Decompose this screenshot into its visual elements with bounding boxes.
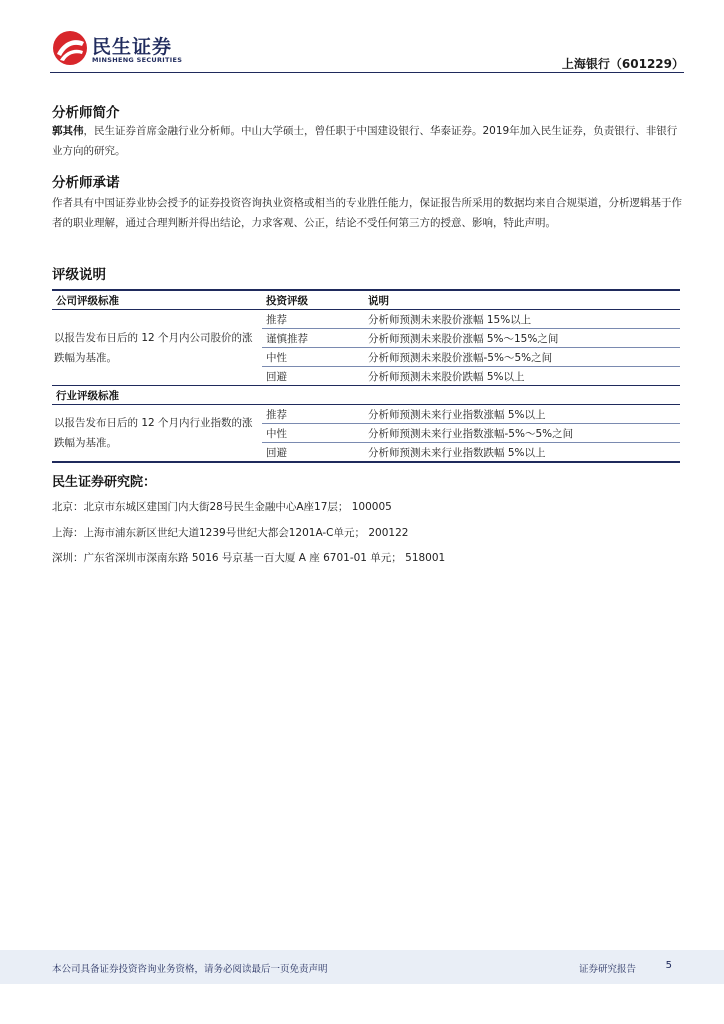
logo-english-text: MINSHENG SECURITIES — [92, 56, 183, 64]
institute-heading: 民生证券研究院： — [52, 475, 157, 490]
address-shanghai: 上海：上海市浦东新区世纪大道1239号世纪大都会1201A-C单元； 200122 — [52, 527, 409, 539]
rating-description: 分析师预测未来行业指数跌幅 5%以上 — [364, 443, 680, 463]
company-basis-cell: 以报告发布日后的 12 个月内公司股价的涨跌幅为基准。 — [52, 310, 262, 386]
header-divider — [50, 72, 684, 73]
report-stock-title: 上海银行（601229） — [561, 57, 684, 71]
table-row — [52, 310, 680, 329]
investment-rating-header: 投资评级 — [262, 290, 364, 310]
rating-description: 分析师预测未来股价涨幅 5%～15%之间 — [364, 329, 680, 348]
rating-level: 谨慎推荐 — [262, 329, 364, 348]
footer-disclaimer: 本公司具备证券投资咨询业务资格，请务必阅读最后一页免责声明 — [52, 964, 328, 975]
page-footer — [0, 950, 724, 984]
rating-table — [52, 289, 680, 463]
description-header: 说明 — [364, 290, 680, 310]
rating-description: 分析师预测未来行业指数涨幅-5%～5%之间 — [364, 424, 680, 443]
table-row — [52, 405, 680, 424]
analyst-commitment-text: 作者具有中国证券业协会授予的证券投资咨询执业资格或相当的专业胜任能力，保证报告所采用的数据均来自合规渠道，分析逻辑基于作者的职业理解，通过合理判断并得出结论，力求客观、公正，结论不受任何第三方的授意、影响，特此声明。 — [52, 197, 682, 229]
page-number: 5 — [665, 960, 672, 971]
industry-basis-cell: 以报告发布日后的 12 个月内行业指数的涨跌幅为基准。 — [52, 405, 262, 463]
industry-standard-header: 行业评级标准 — [52, 386, 262, 405]
rating-description: 分析师预测未来行业指数涨幅 5%以上 — [364, 405, 680, 424]
minsheng-logo-icon — [52, 30, 88, 66]
rating-heading: 评级说明 — [52, 267, 106, 283]
address-beijing: 北京：北京市东城区建国门内大街28号民生金融中心A座17层； 100005 — [52, 501, 392, 513]
rating-level: 回避 — [262, 443, 364, 463]
rating-level: 回避 — [262, 367, 364, 386]
industry-header-row — [52, 386, 680, 405]
address-shenzhen: 深圳：广东省深圳市深南东路 5016 号京基一百大厦 A 座 6701-01 单元； 518001 — [52, 552, 446, 564]
footer-doc-type: 证券研究报告 — [578, 964, 636, 975]
analyst-commitment-heading: 分析师承诺 — [52, 175, 120, 191]
rating-level: 推荐 — [262, 405, 364, 424]
empty-header-cell — [262, 386, 364, 405]
rating-description: 分析师预测未来股价涨幅 15%以上 — [364, 310, 680, 329]
table-header-row — [52, 290, 680, 310]
analyst-intro-heading: 分析师简介 — [52, 105, 120, 121]
rating-level: 中性 — [262, 348, 364, 367]
rating-description: 分析师预测未来股价跌幅 5%以上 — [364, 367, 680, 386]
rating-level: 中性 — [262, 424, 364, 443]
analyst-bio — [52, 121, 682, 161]
analyst-bio-text: ，民生证券首席金融行业分析师。中山大学硕士，曾任职于中国建设银行、华泰证券。2019年加入民生证券，负责银行、非银行业方向的研究。 — [52, 125, 678, 157]
empty-header-cell — [364, 386, 680, 405]
analyst-name: 郭其伟 — [52, 125, 84, 137]
minsheng-logo — [52, 30, 192, 70]
page-header — [0, 0, 724, 80]
company-standard-header: 公司评级标准 — [52, 290, 262, 310]
rating-level: 推荐 — [262, 310, 364, 329]
rating-description: 分析师预测未来股价涨幅-5%～5%之间 — [364, 348, 680, 367]
logo-chinese-text: 民生证券 — [92, 36, 173, 58]
